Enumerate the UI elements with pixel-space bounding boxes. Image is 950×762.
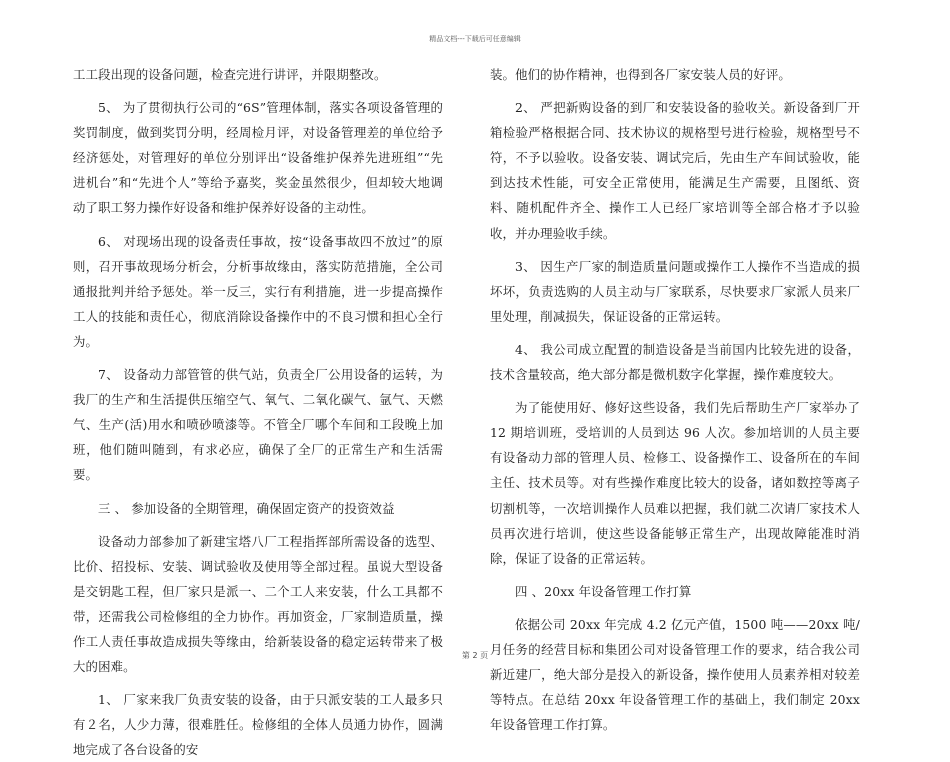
paragraph: 1、 厂家来我厂负责安装的设备，由于只派安装的工人最多只有２名，人少力薄，很难胜任。检修组的全体人员通力协作，圆满地完成了各台设备的安 (73, 692, 443, 758)
right-column (490, 62, 860, 737)
paragraph: 2、 严把新购设备的到厂和安装设备的验收关。新设备到厂开箱检验严格根据合同、技术协议的规格型号进行检验，规格型号不符，不予以验收。设备安装、调试完后，先由生产车间试验收，能到达技术性能，可安全正常使用，能满足生产需要，且图纸、资料、随机配件齐全、操作工人已经厂家培训等全部合格才予以验收，并办理验收手续。 (490, 100, 860, 241)
paragraph: 装。他们的协作精神，也得到各厂家安装人员的好评。 (490, 67, 791, 82)
page-number: 第 2 页 (461, 651, 489, 660)
paragraph: 6、 对现场出现的设备责任事故，按“设备事故四不放过”的原则，召开事故现场分析会，分析事故缘由，落实防范措施，全公司通报批判并给予惩处。举一反三，实行有利措施，进一步提高操作工人的技能和责任心，彻底消除设备操作中的不良习惯和担心全行为。 (73, 233, 443, 349)
paragraph: 依据公司 20xx 年完成 4.2 亿元产值，1500 吨——20xx 吨/月任务的经营目标和集团公司对设备管理工作的要求，结合我公司新近建厂，绝大部分是投入的新设备，操作使用人员素养相对较差等特点。在总结 20xx 年设备管理工作的基础上，我们制定 20xx 年设备管理工作打算。 (490, 616, 860, 733)
paragraph: 工工段出现的设备问题，检查完进行讲评，并限期整改。 (73, 67, 387, 82)
paragraph: 5、 为了贯彻执行公司的“6S”管理体制，落实各项设备管理的奖罚制度，做到奖罚分明，经周检月评，对设备管理差的单位给予经济惩处，对管理好的单位分别评出“设备维护保养先进班组”“先进机台”和“先进个人”等给予嘉奖，奖金虽然很少，但却较大地调动了职工努力操作好设备和维护保养好设备的主动性。 (73, 100, 443, 216)
paragraph: 为了能使用好、修好这些设备，我们先后帮助生产厂家举办了 12 期培训班，受培训的人员到达 96 人次。参加培训的人员主要有设备动力部的管理人员、检修工、设备操作工、设备所在的车间主任、技术员等。对有些操作难度比较大的设备，诸如数控等离子切割机等，一次培训操作人员难以把握，我们就二次请厂家技术人员再次进行培训，使这些设备能够正常生产，出现故障能准时消除，保证了设备的正常运转。 (490, 400, 860, 566)
paragraph: 设备动力部参加了新建宝塔八厂工程指挥部所需设备的选型、比价、招投标、安装、调试验收及使用等全部过程。虽说大型设备是交钥匙工程，但厂家只是派一、二个工人来安装，什么工具都不带，还需我公司检修组的全力协作。再加资金，厂家制造质量，操作工人责任事故造成损失等缘由，给新装设备的稳定运转带来了极大的困难。 (73, 533, 443, 675)
paragraph: 7、 设备动力部管管的供气站，负责全厂公用设备的运转，为我厂的生产和生活提供压缩空气、氧气、二氧化碳气、氩气、天燃气、生产(活)用水和喷砂喷漆等。不管全厂哪个车间和工段晚上加班，他们随叫随到，有求必应，确保了全厂的正常生产和生活需要。 (73, 367, 443, 483)
paragraph: 4、 我公司成立配置的制造设备是当前国内比较先进的设备，技术含量较高，绝大部分都是微机数字化掌握，操作难度较大。 (490, 341, 860, 383)
page-header: 精品文档---下载后可任意编辑 (429, 35, 521, 43)
section-heading: 四 、20xx 年设备管理工作打算 (515, 583, 692, 599)
paragraph: 3、 因生产厂家的制造质量问题或操作工人操作不当造成的损坏坏，负责选购的人员主动与厂家联系，尽快要求厂家派人员来厂里处理，削减损失，保证设备的正常运转。 (490, 258, 860, 324)
section-heading: 三 、 参加设备的全期管理，确保固定资产的投资效益 (98, 500, 395, 516)
